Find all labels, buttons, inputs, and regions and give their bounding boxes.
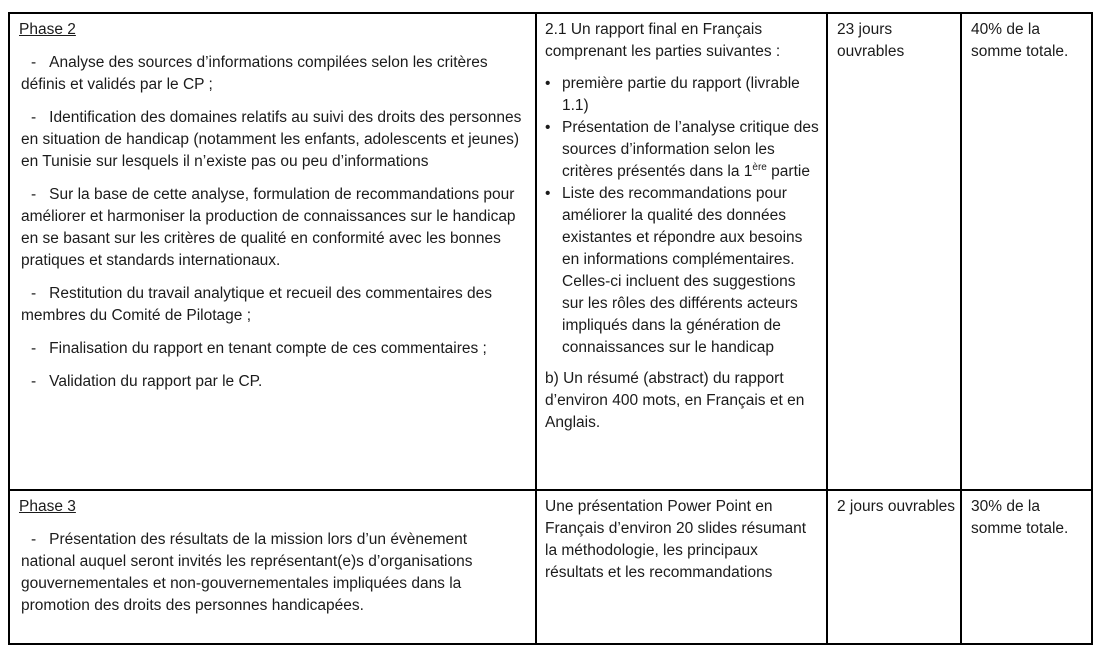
deliverable-intro: 2.1 Un rapport final en Français comprenant les parties suivantes : [545,21,781,60]
deliverables-table [8,12,1093,645]
bullet-item [545,183,820,359]
phase3-activities-cell [10,491,537,643]
deliverable-bullet-list [545,73,820,359]
bullet-text-prefix: Présentation de l’analyse critique des sources d’information selon les critères présentés dans la 1 [562,119,819,180]
phase2-payment-cell [962,14,1091,491]
phase2-deliverable-cell [537,14,828,491]
bullet-item [545,73,820,117]
list-item-text: Présentation des résultats de la mission lors d’un évènement national auquel seront invités les représentant(e)s d’organisations gouvernementales et non-gouvernementales impliquées dans la promotion des droits des personnes handicapées. [21,531,473,614]
duration-text: 2 jours ouvrables [837,498,956,515]
payment-text: 40% de la somme totale. [971,21,1069,60]
bullet-text: première partie du rapport (livrable 1.1) [562,75,800,114]
phase2-title: Phase 2 [19,21,76,38]
list-item-text: Analyse des sources d’informations compilées selon les critères définis et validés par le CP ; [21,54,488,93]
deliverable-outro: b) Un résumé (abstract) du rapport d’environ 400 mots, en Français et en Anglais. [545,370,805,431]
list-item [21,52,525,96]
list-item-text: Sur la base de cette analyse, formulation de recommandations pour améliorer et harmoniser la production de connaissances sur le handicap en se basant sur les critères de qualité en conformité avec les bonnes pratiques et standards internationaux. [21,186,516,269]
dash-marker: - [31,186,37,203]
deliverable-intro: Une présentation Power Point en Français d’environ 20 slides résumant la méthodologie, les principaux résultats et les recommandations [545,498,807,581]
phase3-duration-cell [828,491,962,643]
phase3-payment-cell [962,491,1091,643]
superscript-ordinal: ère [752,161,767,173]
bullet-item [545,117,820,183]
bullet-icon: • [545,185,551,202]
dash-marker: - [31,109,37,126]
list-item [21,184,525,272]
dash-marker: - [31,340,37,357]
list-item [21,529,525,617]
list-item [21,371,525,393]
list-item [21,283,525,327]
bullet-text: Liste des recommandations pour améliorer la qualité des données existantes et répondre aux besoins en informations complémentaires. Celles-ci incluent des suggestions sur les rôles des différents acteurs impliqués dans la génération de connaissances sur le handicap [562,185,803,356]
phase3-title: Phase 3 [19,498,76,515]
dash-marker: - [31,531,37,548]
bullet-icon: • [545,75,551,92]
dash-marker: - [31,373,37,390]
dash-marker: - [31,54,37,71]
list-item-text: Validation du rapport par le CP. [49,373,263,390]
list-item [21,338,525,360]
phase2-activities-cell [10,14,537,491]
list-item-text: Identification des domaines relatifs au suivi des droits des personnes en situation de handicap (notamment les enfants, adolescents et jeunes) en Tunisie sur lesquels il n’existe pas ou peu d’informations [21,109,522,170]
bullet-text [562,117,820,183]
list-item-text: Finalisation du rapport en tenant compte de ces commentaires ; [49,340,487,357]
phase2-duration-cell [828,14,962,491]
payment-text: 30% de la somme totale. [971,498,1069,537]
bullet-icon: • [545,119,551,136]
duration-text: 23 jours ouvrables [837,21,905,60]
list-item-text: Restitution du travail analytique et recueil des commentaires des membres du Comité de Pilotage ; [21,285,493,324]
bullet-text-suffix: partie [766,163,810,180]
list-item [21,107,525,173]
dash-marker: - [31,285,37,302]
phase3-deliverable-cell [537,491,828,643]
